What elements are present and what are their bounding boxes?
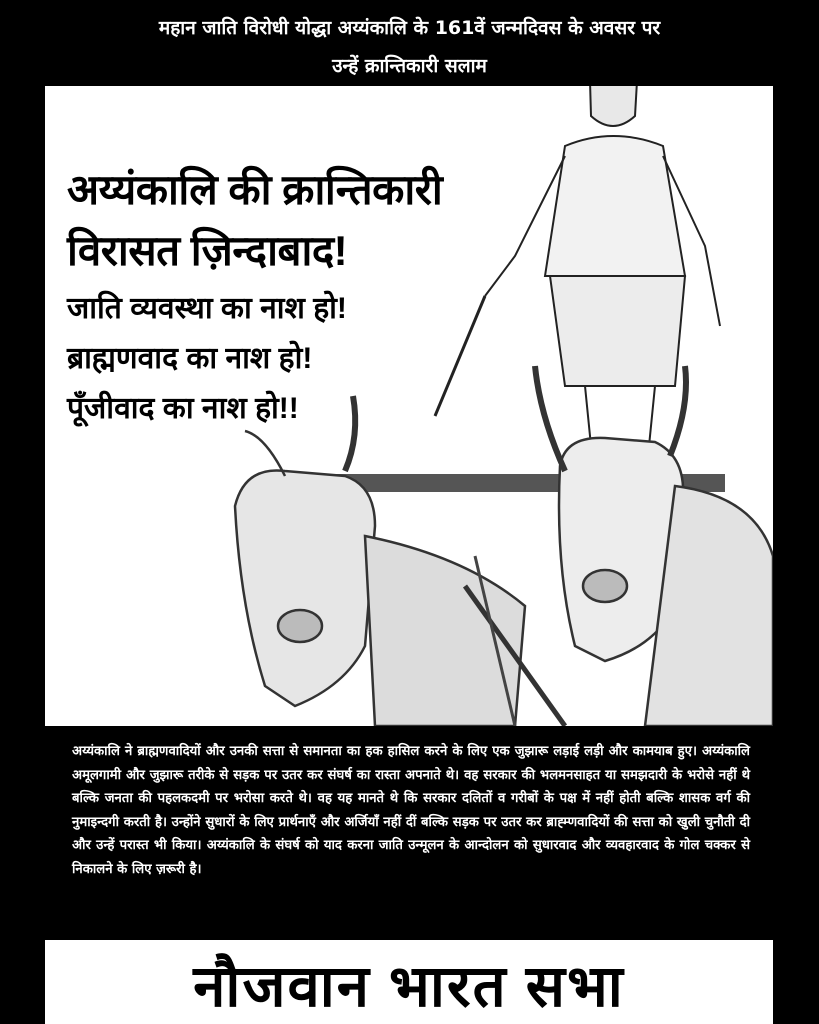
slogan-line-3: जाति व्यवस्था का नाश हो!: [67, 292, 347, 325]
footer-banner: [45, 940, 773, 1024]
slogan-line-5: पूँजीवाद का नाश हो!!: [67, 392, 299, 425]
organization-name: नौजवान भारत सभा: [193, 954, 625, 1019]
slogan-title-line-2: विरासत ज़िन्दाबाद!: [67, 227, 348, 274]
body-paragraph: अय्यंकालि ने ब्राह्मणवादियों और उनकी सत्ता से समानता का हक हासिल करने के लिए एक जुझारू लड़ाई लड़ी और कामयाब हुए। अय्यंकालि अमूलगामी और जुझारू तरीके से सड़क पर उतर कर संघर्ष का रास्ता अपनाते थे। वह सरकार की भलमनसाहत या समझदारी के भरोसे नहीं थे बल्कि जनता की पहलकदमी पर भरोसा करते थे। वह यह मानते थे कि सरकार दलितों व गरीबों के पक्ष में नहीं होती बल्कि शासक वर्ग की नुमाइन्दगी करती है। उन्होंने सुधारों के लिए प्रार्थनाएँ और अर्जियाँ नहीं दीं बल्कि सड़क पर उतर कर ब्राह्म्णवादियों की सत्ता को खुली चुनौती दी और उन्हें परास्त भी किया। अय्यंकालि के संघर्ष को याद करना जाति उन्मूलन के आन्दोलन को सुधारवाद और व्यवहारवाद के गोल चक्कर से निकालने के लिए ज़रूरी है।: [72, 744, 750, 877]
header-line-2: उन्हें क्रान्तिकारी सलाम: [332, 55, 487, 77]
header-line-1: महान जाति विरोधी योद्धा अय्यंकालि के 161वें जन्मदिवस के अवसर पर: [158, 17, 661, 39]
slogan-line-4: ब्राह्मणवाद का नाश हो!: [67, 342, 313, 375]
slogan-title-line-1: अय्यंकालि की क्रान्तिकारी: [67, 166, 443, 213]
illustration-panel: [45, 86, 773, 726]
